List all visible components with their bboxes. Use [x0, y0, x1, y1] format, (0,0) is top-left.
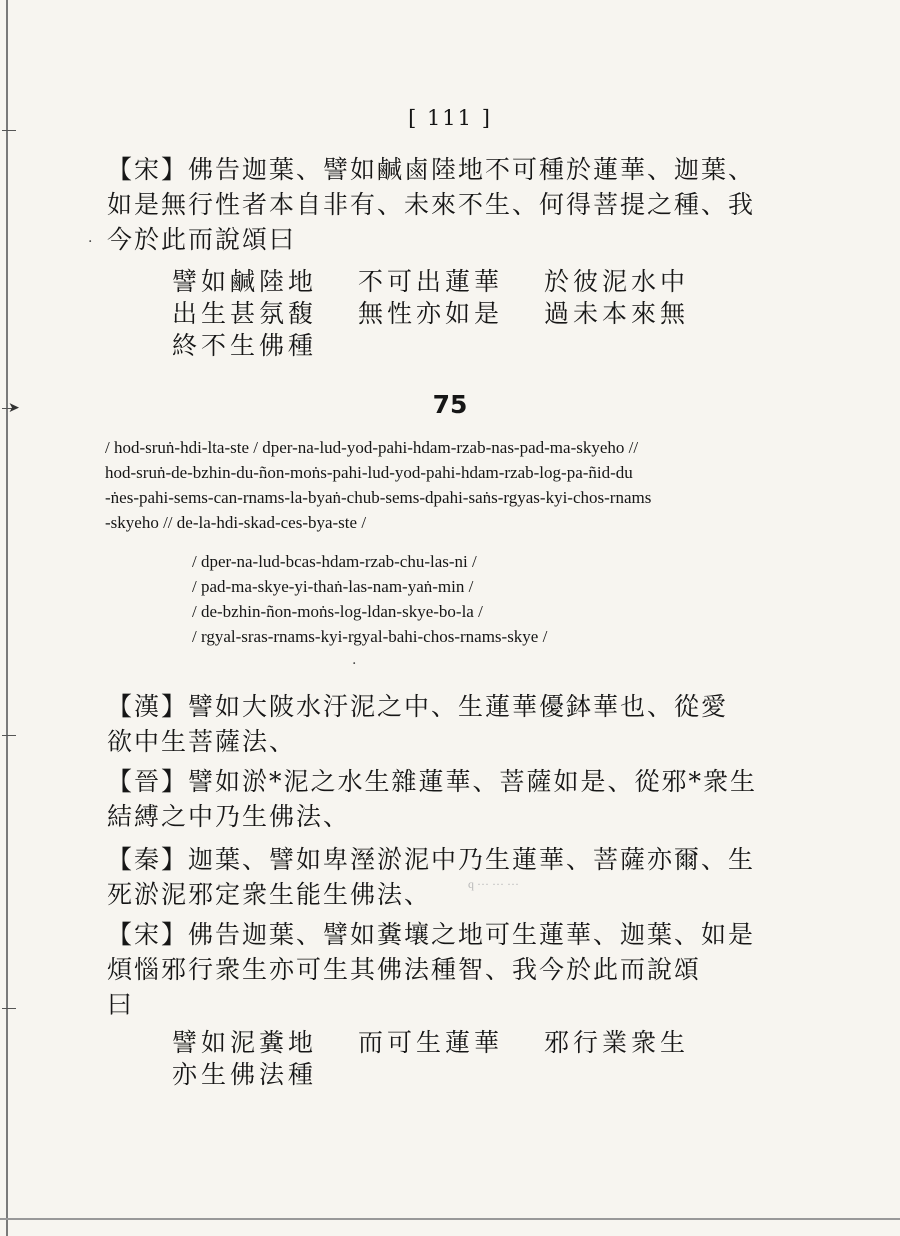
tibetan-verse-line-4: / rgyal-sras-rnams-kyi-rgyal-bahi-chos-rnams-skye / [192, 627, 548, 646]
han-line-1: 【漢】譬如大陂水汙泥之中、生蓮華優鉢華也、從愛 [107, 692, 729, 721]
song-verse-3a: 終不生佛種 [172, 331, 318, 360]
margin-tick [2, 130, 16, 131]
song2-line-3: 曰 [107, 990, 135, 1019]
stray-mark: · [352, 656, 357, 672]
tibetan-verse-line-2: / pad-ma-skye-yi-thaṅ-las-nam-yaṅ-min / [192, 577, 474, 596]
margin-arrow-icon: ➤ [8, 400, 20, 416]
song-line-2: 如是無行性者本自非有、未來不生、何得菩提之種、我 [107, 190, 756, 219]
page-number: [ 111 ] [408, 106, 492, 130]
tibetan-prose-line-2: hod-sruṅ-de-bzhin-du-ñon-moṅs-pahi-lud-yod-pahi-hdam-rzab-log-pa-ñid-du [105, 463, 633, 482]
tibetan-prose-line-4: -skyeho // de-la-hdi-skad-ces-bya-ste / [105, 513, 367, 532]
tibetan-prose-line-1: / hod-sruṅ-hdi-lta-ste / dper-na-lud-yod-pahi-hdam-rzab-nas-pad-ma-skyeho // [105, 438, 639, 457]
jin-line-1: 【晉】譬如淤*泥之水生雜蓮華、菩薩如是、從邪*衆生 [107, 767, 758, 796]
tibetan-verse-line-3: / de-bzhin-ñon-moṅs-log-ldan-skye-bo-la / [192, 602, 483, 621]
song-verse-2a: 出生甚氛馥 [172, 299, 318, 328]
qin-line-1: 【秦】迦葉、譬如卑溼淤泥中乃生蓮華、菩薩亦爾、生 [107, 845, 756, 874]
stray-mark: · [88, 234, 93, 250]
song2-line-2: 煩惱邪行衆生亦可生其佛法種智、我今於此而說頌 [107, 955, 702, 984]
song-verse-1a: 譬如鹹陸地 [172, 267, 318, 296]
tibetan-verse-line-1: / dper-na-lud-bcas-hdam-rzab-chu-las-ni / [192, 552, 477, 571]
faint-bleed-through: q ··· ··· ··· [468, 877, 519, 891]
song2-line-1: 【宋】佛告迦葉、譬如糞壤之地可生蓮華、迦葉、如是 [107, 920, 756, 949]
han-line-2: 欲中生菩薩法、 [107, 727, 297, 756]
binding-margin-line [6, 0, 8, 1236]
song-line-3: 今於此而說頌曰 [107, 225, 297, 254]
song-line-1: 【宋】佛告迦葉、譬如鹹鹵陸地不可種於蓮華、迦葉、 [107, 155, 756, 184]
song2-verse-1a: 譬如泥糞地 [172, 1028, 318, 1057]
song-verse-1b: 不可出蓮華 [358, 267, 504, 296]
section-number: 75 [432, 390, 468, 419]
margin-tick [2, 735, 16, 736]
bottom-rule [0, 1218, 900, 1220]
qin-line-2: 死淤泥邪定衆生能生佛法、 [107, 880, 432, 909]
song-verse-1c: 於彼泥水中 [544, 267, 690, 296]
song2-verse-1c: 邪行業衆生 [544, 1028, 690, 1057]
song-verse-2c: 過未本來無 [544, 299, 690, 328]
jin-line-2: 結縛之中乃生佛法、 [107, 802, 351, 831]
song2-verse-1b: 而可生蓮華 [358, 1028, 504, 1057]
tibetan-prose-line-3: -ṅes-pahi-sems-can-rnams-la-byaṅ-chub-sems-dpahi-saṅs-rgyas-kyi-chos-rnams [105, 488, 652, 507]
margin-tick [2, 1008, 16, 1009]
song-verse-2b: 無性亦如是 [358, 299, 504, 328]
song2-verse-2a: 亦生佛法種 [172, 1060, 318, 1089]
